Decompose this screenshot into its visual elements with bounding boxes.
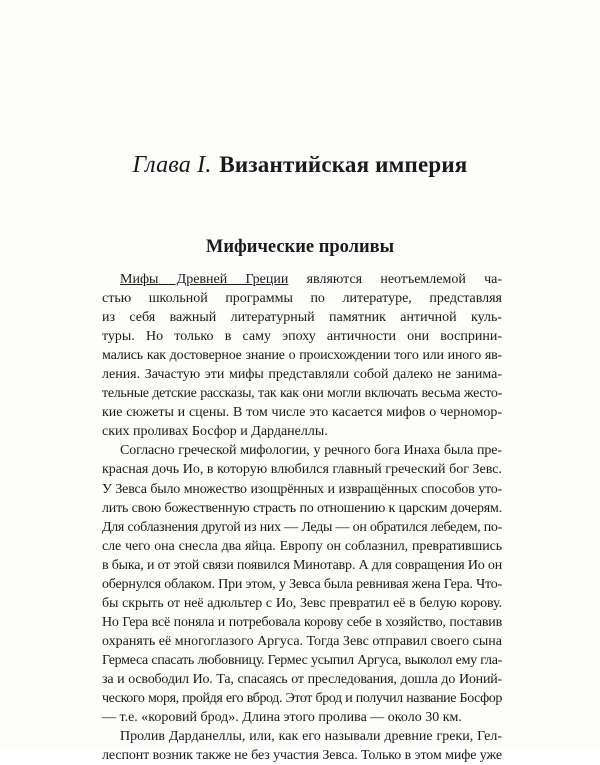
chapter-label: Глава I. xyxy=(132,152,212,178)
text-line: стью школьной программы по литературе, представляя xyxy=(102,291,502,307)
text-line: леспонт возник также не без участия Зевса. Только в этом мифе уже xyxy=(102,748,502,764)
text-line: Мифы Древней Греции являются неотъемлемой ча- xyxy=(120,272,502,287)
text-line: обернулся облаком. При этом, у Зевса была ревнивая жена Гера. Что- xyxy=(102,576,502,592)
text-line: — т.е. «коровий брод». Длина этого пролива — около 30 км. xyxy=(102,710,462,726)
text-line: из себя важный литературный памятник античной куль- xyxy=(102,310,502,326)
text-line: Согласно греческой мифологии, у речного бога Инаха была пре- xyxy=(120,443,502,459)
text-line: мались как достоверное знание о происхождении того или иного яв- xyxy=(102,348,502,364)
text-line: красная дочь Ио, в которую влюбился главный греческий бог Зевс. xyxy=(102,462,502,478)
text-line: Пролив Дарданеллы, или, как его называли древние греки, Гел- xyxy=(120,729,502,745)
chapter-name: Византийская империя xyxy=(219,152,468,177)
text-line: сле чего она снесла два яйца. Европу он соблазнил, превратившись xyxy=(102,538,502,554)
text-line: ских проливах Босфор и Дарданеллы. xyxy=(102,424,328,440)
text-line: тельные детские рассказы, так как они могли включать весьма жесто- xyxy=(102,386,502,402)
text-line: лить свою божественную страсть по отношению к царским дочерям. xyxy=(102,500,502,516)
text-line: Гермеса спасать любовницу. Гермес усыпил Аргуса, выколол ему гла- xyxy=(102,652,502,668)
body-text xyxy=(102,270,502,765)
text-line: Но Гера всё поняла и потребовала корову себе в хозяйство, поставив xyxy=(102,614,502,630)
hyperlink-myths-ancient-greece[interactable]: Мифы Древней Греции xyxy=(120,272,289,287)
text-line: за и освободил Ио. Та, спасаясь от преследования, дошла до Ионий- xyxy=(102,671,502,687)
text-line: ческого моря, пройдя его вброд. Этот брод и получил название Босфор xyxy=(102,691,502,707)
text-line: бы скрыть от неё адюльтер с Ио, Зевс превратил её в белую корову. xyxy=(102,595,502,611)
text-line: охранять её многоглазого Аргуса. Тогда Зевс отправил своего сына xyxy=(102,633,502,649)
section-heading: Мифические проливы xyxy=(205,237,395,257)
text-line: туры. Но только в саму эпоху античности они восприни- xyxy=(102,329,502,345)
text-line: Для соблазнения другой из них — Леды — он обратился лебедем, по- xyxy=(102,519,502,535)
text-line: ления. Зачастую эти мифы представляли собой далеко не занима- xyxy=(102,367,502,383)
text-line: кие сюжеты и сцены. В том числе это касается мифов о черномор- xyxy=(102,405,502,421)
text-line: У Зевса было множество изощрённых и извращённых способов уто- xyxy=(102,481,502,497)
chapter-title xyxy=(0,150,600,179)
text-line: в быка, и от этой связи появился Минотавр. А для совращения Ио он xyxy=(102,557,502,573)
